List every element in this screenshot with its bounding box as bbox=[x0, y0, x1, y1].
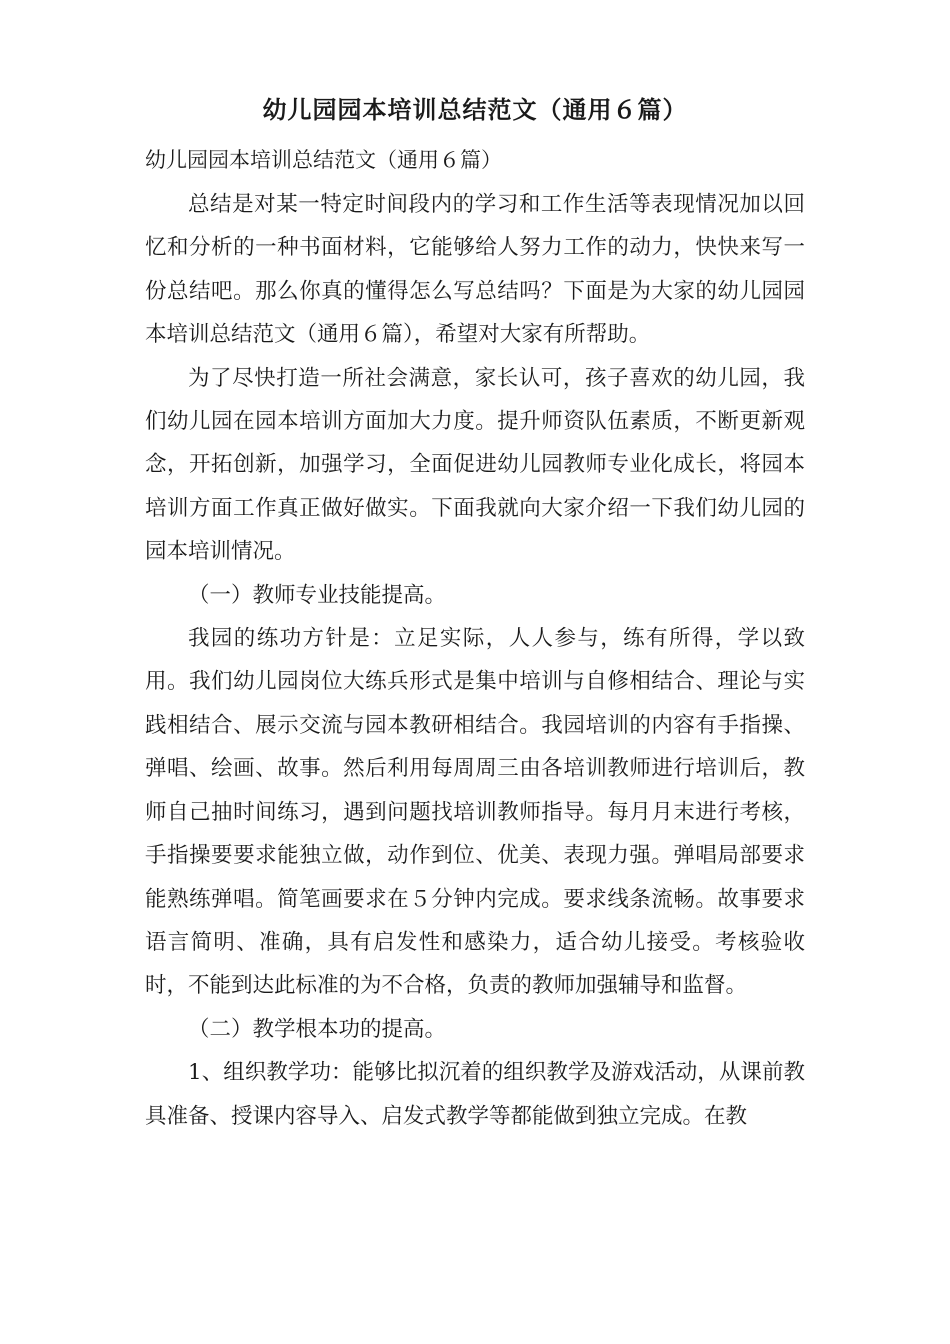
document-title: 幼儿园园本培训总结范文（通用６篇） bbox=[262, 95, 688, 124]
paragraph-overview: 为了尽快打造一所社会满意，家长认可，孩子喜欢的幼儿园，我们幼儿园在园本培训方面加大力度。提升师资队伍素质，不断更新观念，开拓创新，加强学习，全面促进幼儿园教师专业化成长，将园本培训方面工作真正做好做实。下面我就向大家介绍一下我们幼儿园的园本培训情况。 bbox=[145, 365, 805, 565]
section-heading-1: （一）教师专业技能提高。 bbox=[188, 582, 447, 608]
document-body bbox=[145, 183, 805, 1138]
paragraph-section-1: 我园的练功方针是：立足实际，人人参与，练有所得，学以致用。我们幼儿园岗位大练兵形式是集中培训与自修相结合、理论与实践相结合、展示交流与园本教研相结合。我园培训的内容有手指操、弹唱、绘画、故事。然后利用每周周三由各培训教师进行培训后，教师自己抽时间练习，遇到问题找培训教师指导。每月月末进行考核，手指操要要求能独立做，动作到位、优美、表现力强。弹唱局部要求能熟练弹唱。简笔画要求在５分钟内完成。要求线条流畅。故事要求语言简明、准确，具有启发性和感染力，适合幼儿接受。考核验收时，不能到达此标准的为不合格，负责的教师加强辅导和监督。 bbox=[145, 626, 805, 999]
paragraph-intro: 总结是对某一特定时间段内的学习和工作生活等表现情况加以回忆和分析的一种书面材料，它能够给人努力工作的动力，快快来写一份总结吧。那么你真的懂得怎么写总结吗？下面是为大家的幼儿园园本培训总结范文（通用６篇），希望对大家有所帮助。 bbox=[145, 192, 805, 348]
section-heading-2: （二）教学根本功的提高。 bbox=[188, 1016, 447, 1042]
paragraph-section-2: 1、组织教学功：能够比拟沉着的组织教学及游戏活动，从课前教具准备、授课内容导入、启发式教学等都能做到独立完成。在教 bbox=[145, 1060, 805, 1129]
document-subtitle: 幼儿园园本培训总结范文（通用６篇） bbox=[145, 148, 502, 172]
